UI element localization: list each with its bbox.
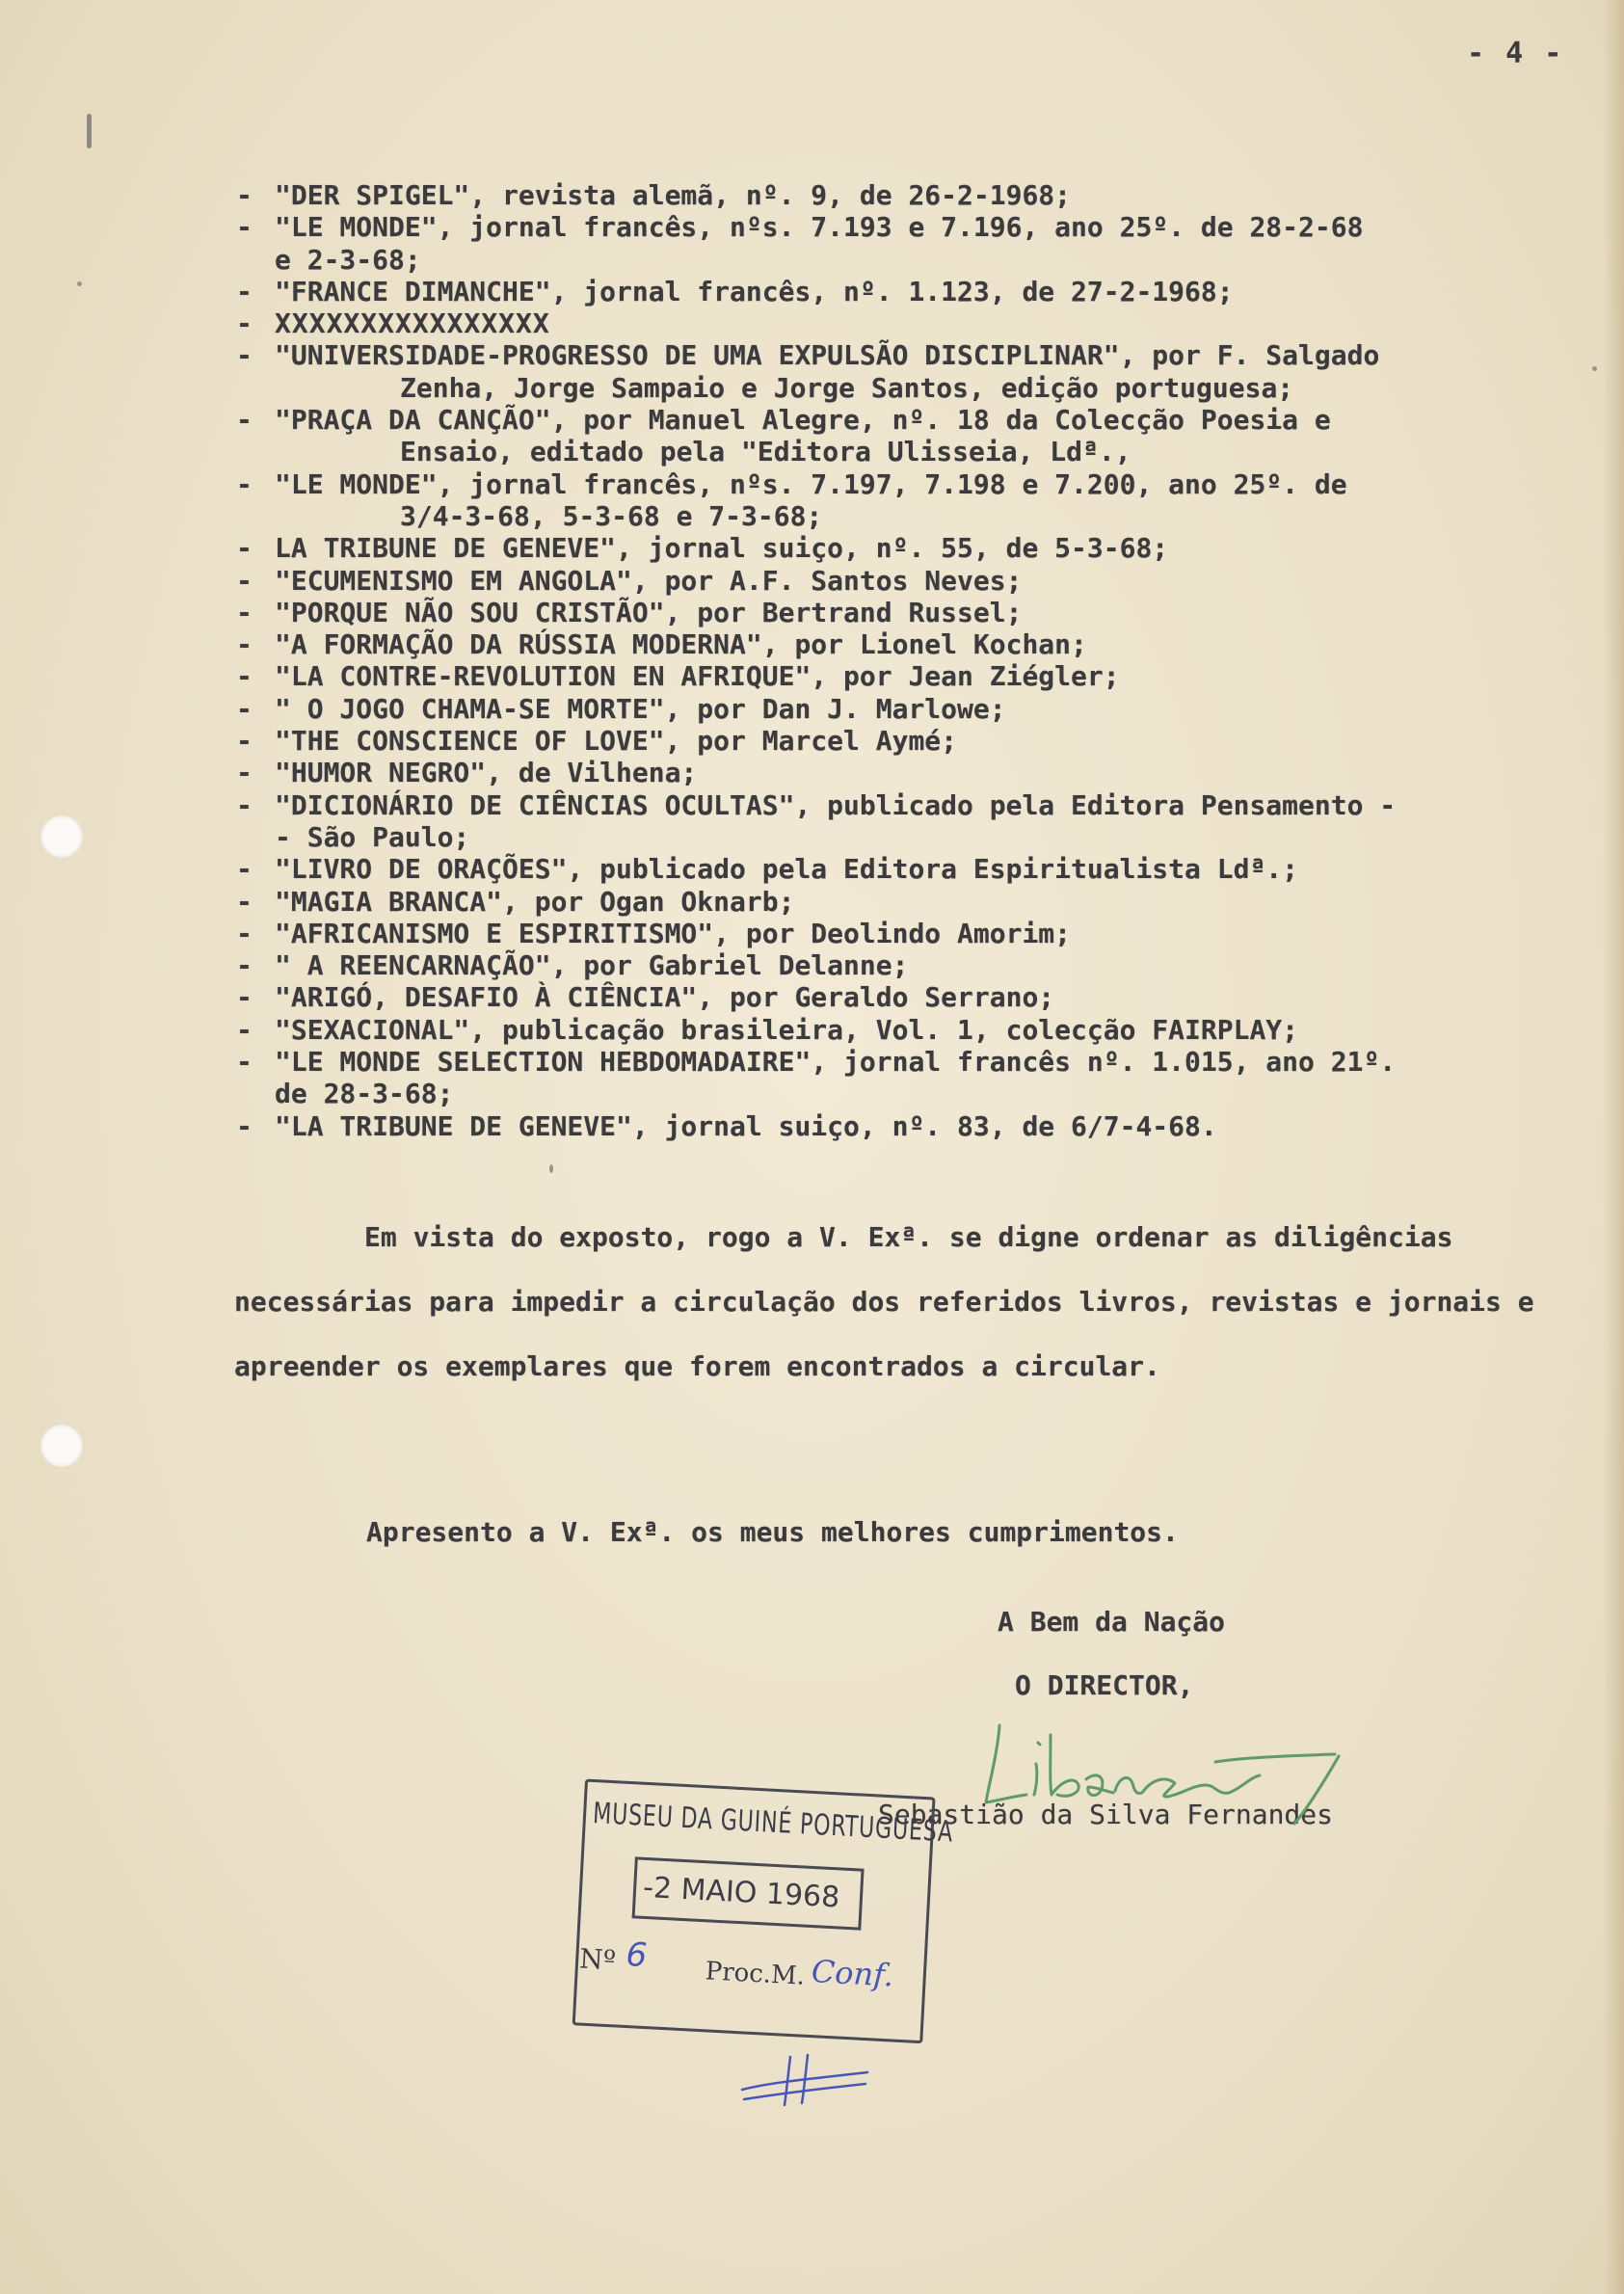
list-item — [236, 532, 1605, 564]
list-item-text: "UNIVERSIDADE-PROGRESSO DE UMA EXPULSÃO DISCIPLINAR", por F. Salgado — [275, 339, 1380, 372]
list-item — [236, 725, 1605, 757]
body-paragraph-greeting: Apresento a V. Exª. os meus melhores cumprimentos. — [366, 1516, 1179, 1548]
punch-hole-bottom — [40, 1425, 83, 1467]
list-bullet-dash: - — [236, 339, 253, 372]
list-bullet-dash: - — [236, 885, 253, 918]
museum-stamp — [572, 1778, 954, 2047]
list-bullet-dash: - — [236, 596, 253, 628]
list-bullet-dash: - — [236, 757, 253, 789]
paper-speck — [549, 1164, 553, 1173]
list-item-continuation: 3/4-3-68, 5-3-68 e 7-3-68; — [400, 499, 823, 532]
list-bullet-dash: - — [236, 1013, 253, 1046]
list-item — [236, 404, 1605, 468]
list-item-text: XXXXXXXXXXXXXXXX — [275, 307, 550, 340]
list-item — [236, 339, 1605, 404]
list-item-text: "LE MONDE SELECTION HEBDOMADAIRE", jornal francês nº. 1.015, ano 21º. — [275, 1046, 1397, 1079]
paper-speck — [77, 281, 82, 286]
list-item-continuation: de 28-3-68; — [275, 1078, 454, 1110]
margin-mark — [87, 114, 92, 148]
list-item-text: "FRANCE DIMANCHE", jornal francês, nº. 1.123, de 27-2-1968; — [275, 275, 1234, 307]
list-bullet-dash: - — [236, 725, 253, 758]
signatory-name: Sebastião da Silva Fernandes — [878, 1799, 1334, 1830]
stamp-proc-value: Conf. — [810, 1953, 895, 1994]
list-item — [236, 886, 1605, 918]
list-item — [236, 1110, 1605, 1142]
list-item — [236, 307, 1605, 339]
list-bullet-dash: - — [236, 275, 253, 307]
list-bullet-dash: - — [236, 1109, 253, 1142]
list-item-text: "THE CONSCIENCE OF LOVE", por Marcel Aymé; — [275, 725, 958, 758]
list-item — [236, 853, 1605, 885]
list-item — [236, 693, 1605, 725]
list-item-text: "LA CONTRE-REVOLUTION EN AFRIQUE", por Jean Ziégler; — [275, 660, 1120, 693]
punch-hole-top — [40, 815, 83, 858]
list-item-text: " A REENCARNAÇÃO", por Gabriel Delanne; — [275, 949, 909, 982]
list-item-text: "DER SPIGEL", revista alemã, nº. 9, de 26-2-1968; — [275, 179, 1072, 211]
list-item-text: "DICIONÁRIO DE CIÊNCIAS OCULTAS", publicado pela Editora Pensamento - — [275, 788, 1397, 821]
list-item-text: "LE MONDE", jornal francês, nºs. 7.197, 7.198 e 7.200, ano 25º. de — [275, 467, 1347, 500]
list-item-text: "LIVRO DE ORAÇÕES", publicado pela Editora Espiritualista Ldª.; — [275, 853, 1299, 886]
list-item-continuation: Ensaio, editado pela "Editora Ulisseia, Ldª., — [400, 436, 1131, 468]
closing-title: O DIRECTOR, — [1015, 1669, 1194, 1701]
stamp-date: -2 MAIO 1968 — [642, 1870, 841, 1915]
handwritten-initials — [732, 2043, 877, 2111]
list-bullet-dash: - — [236, 211, 253, 244]
list-item-text: "PRAÇA DA CANÇÃO", por Manuel Alegre, nº. 18 da Colecção Poesia e — [275, 404, 1331, 437]
list-item-text: "PORQUE NÃO SOU CRISTÃO", por Bertrand Russel; — [275, 596, 1023, 628]
list-item-continuation: Zenha, Jorge Sampaio e Jorge Santos, edição portuguesa; — [400, 371, 1294, 404]
stamp-number-value: 6 — [625, 1934, 649, 1976]
list-bullet-dash: - — [236, 917, 253, 949]
paper-edge — [1603, 0, 1624, 2294]
stamp-proc-label: Proc.M. — [704, 1957, 806, 1991]
list-bullet-dash: - — [236, 564, 253, 597]
list-item — [236, 1046, 1605, 1110]
list-bullet-dash: - — [236, 788, 253, 821]
stamp-number-label: Nº — [578, 1942, 617, 1977]
list-item — [236, 211, 1605, 276]
list-item — [236, 660, 1605, 692]
list-item — [236, 276, 1605, 307]
list-bullet-dash: - — [236, 853, 253, 886]
list-bullet-dash: - — [236, 179, 253, 211]
list-item-text: " O JOGO CHAMA-SE MORTE", por Dan J. Marlowe; — [275, 692, 1006, 725]
list-item — [236, 789, 1605, 854]
list-bullet-dash: - — [236, 660, 253, 693]
list-item-text: "LA TRIBUNE DE GENEVE", jornal suiço, nº. 83, de 6/7-4-68. — [275, 1109, 1217, 1142]
list-bullet-dash: - — [236, 467, 253, 500]
list-bullet-dash: - — [236, 532, 253, 565]
list-item-text: "HUMOR NEGRO", de Vilhena; — [275, 757, 698, 789]
list-item — [236, 918, 1605, 949]
list-item — [236, 179, 1605, 211]
list-item-text: "ECUMENISMO EM ANGOLA", por A.F. Santos Neves; — [275, 564, 1023, 597]
list-item-text: "SEXACIONAL", publicação brasileira, Vol. 1, colecção FAIRPLAY; — [275, 1013, 1299, 1046]
list-bullet-dash: - — [236, 1046, 253, 1079]
list-item-text: LA TRIBUNE DE GENEVE", jornal suiço, nº. 55, de 5-3-68; — [275, 532, 1169, 565]
list-item — [236, 981, 1605, 1013]
list-item-text: "ARIGÓ, DESAFIO À CIÊNCIA", por Geraldo Serrano; — [275, 981, 1055, 1014]
list-bullet-dash: - — [236, 404, 253, 437]
list-item — [236, 949, 1605, 981]
list-item-text: "A FORMAÇÃO DA RÚSSIA MODERNA", por Lionel Kochan; — [275, 628, 1087, 661]
list-bullet-dash: - — [236, 307, 253, 340]
closing-salutation: A Bem da Nação — [998, 1606, 1226, 1638]
list-item-text: "AFRICANISMO E ESPIRITISMO", por Deolindo Amorim; — [275, 917, 1072, 949]
list-item — [236, 757, 1605, 788]
list-bullet-dash: - — [236, 628, 253, 661]
stamp-museum-name: MUSEU DA GUINÉ PORTUGUESA — [592, 1796, 954, 1850]
list-item — [236, 628, 1605, 660]
body-paragraph-request: Em vista do exposto, rogo a V. Exª. se digne ordenar as diligências necessárias para impedir a circulação dos referidos livros, revistas e jornais e apreender os exemplares que forem encontrados a circular. — [234, 1221, 1534, 1382]
list-item — [236, 1014, 1605, 1046]
list-bullet-dash: - — [236, 981, 253, 1014]
handwritten-signature — [969, 1696, 1373, 1831]
list-bullet-dash: - — [236, 692, 253, 725]
publication-list — [236, 179, 1605, 1142]
list-item — [236, 565, 1605, 597]
list-item-text: "LE MONDE", jornal francês, nºs. 7.193 e 7.196, ano 25º. de 28-2-68 — [275, 211, 1364, 244]
list-item — [236, 597, 1605, 628]
list-item — [236, 468, 1605, 533]
list-item-continuation: e 2-3-68; — [275, 243, 421, 276]
page-number: - 4 - — [1467, 37, 1564, 70]
list-item-continuation: - São Paulo; — [275, 820, 470, 853]
list-bullet-dash: - — [236, 949, 253, 982]
list-item-text: "MAGIA BRANCA", por Ogan Oknarb; — [275, 885, 795, 918]
